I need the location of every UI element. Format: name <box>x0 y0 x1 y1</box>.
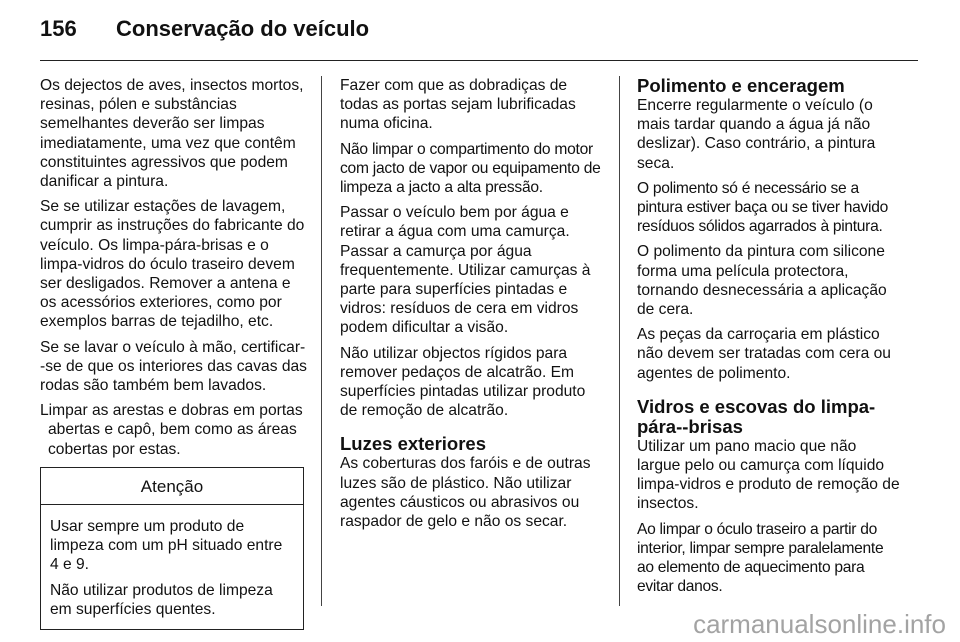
body-paragraph: Não utilizar objectos rígidos para remover pedaços de alcatrão. Em superfícies pintadas utilizar produto de remoção de alcatrão. <box>340 344 586 420</box>
section-glass-wipers <box>637 397 901 597</box>
section-heading: Polimento e enceragem <box>637 75 845 96</box>
header-divider <box>40 60 918 61</box>
column-right <box>637 76 901 602</box>
watermark: carmanualsonline.info <box>693 609 946 639</box>
caution-heading: Atenção <box>41 468 303 505</box>
body-paragraph: Encerre regularmente o veículo (o mais tardar quando a água já não deslizar). Caso contrário, a pintura seca. <box>637 97 876 172</box>
body-paragraph: Utilizar um pano macio que não largue pelo ou camurça com líquido limpa-vidros e produto de remoção de insectos. <box>637 437 900 513</box>
caution-paragraph: Usar sempre um produto de limpeza com um pH situado entre 4 e 9. <box>50 518 283 574</box>
section-polishing <box>637 76 901 383</box>
body-paragraph: Passar o veículo bem por água e retirar a água com uma camurça. Passar a camurça por água frequentemente. Utilizar camurças à parte para superfícies pintadas e vidros: resíduos de cera em vidros podem dificultar a visão. <box>340 204 591 337</box>
section-heading: Luzes exteriores <box>340 433 487 455</box>
column-left <box>40 76 308 630</box>
section-exterior-lights <box>340 434 602 531</box>
column-divider <box>619 76 620 606</box>
page-number: 156 <box>40 16 77 41</box>
body-paragraph: Os dejectos de aves, insectos mortos, resinas, pólen e substâncias semelhantes deverão ser limpas imediatamente, uma vez que contêm constituintes agressivos que podem danificar a pintura. <box>40 77 304 191</box>
column-middle <box>340 76 602 537</box>
body-paragraph: As coberturas dos faróis e de outras luzes são de plástico. Não utilizar agentes cáusticos ou abrasivos ou raspador de gelo e não os secar. <box>340 455 591 531</box>
body-paragraph: Não limpar o compartimento do motor com jacto de vapor ou equipamento de limpeza a jacto a alta pressão. <box>340 140 601 197</box>
body-paragraph: Fazer com que as dobradiças de todas as portas sejam lubrificadas numa oficina. <box>340 77 576 133</box>
column-divider <box>321 76 322 606</box>
body-paragraph: As peças da carroçaria em plástico não devem ser tratadas com cera ou agentes de polimento. <box>637 326 891 382</box>
caution-body <box>41 505 303 629</box>
section-heading: Vidros e escovas do limpa-pára--brisas <box>637 395 876 437</box>
body-paragraph: O polimento só é necessário se a pintura estiver baça ou se tiver havido resíduos sólidos agarrados à pintura. <box>637 179 888 236</box>
body-paragraph: Se se utilizar estações de lavagem, cumprir as instruções do fabricante do veículo. Os limpa-pára-brisas e o limpa-vidros do óculo traseiro devem ser desligados. Remover a antena e os acessórios exteriores, como por exemplos barras de tejadilho, etc. <box>40 198 305 331</box>
body-paragraph: Ao limpar o óculo traseiro a partir do interior, limpar sempre paralelamente ao elemento de aquecimento para evitar danos. <box>637 520 884 596</box>
body-paragraph: Limpar as arestas e dobras em portas abertas e capô, bem como as áreas cobertas por estas. <box>40 402 303 458</box>
caution-paragraph: Não utilizar produtos de limpeza em superfícies quentes. <box>50 581 273 618</box>
body-paragraph: O polimento da pintura com silicone forma uma película protectora, tornando desnecessária a aplicação de cera. <box>637 243 887 319</box>
caution-box <box>40 467 304 630</box>
page-title: Conservação do veículo <box>116 16 370 41</box>
body-paragraph: Se se lavar o veículo à mão, certificar--se de que os interiores das cavas das rodas são também bem lavados. <box>40 338 307 395</box>
